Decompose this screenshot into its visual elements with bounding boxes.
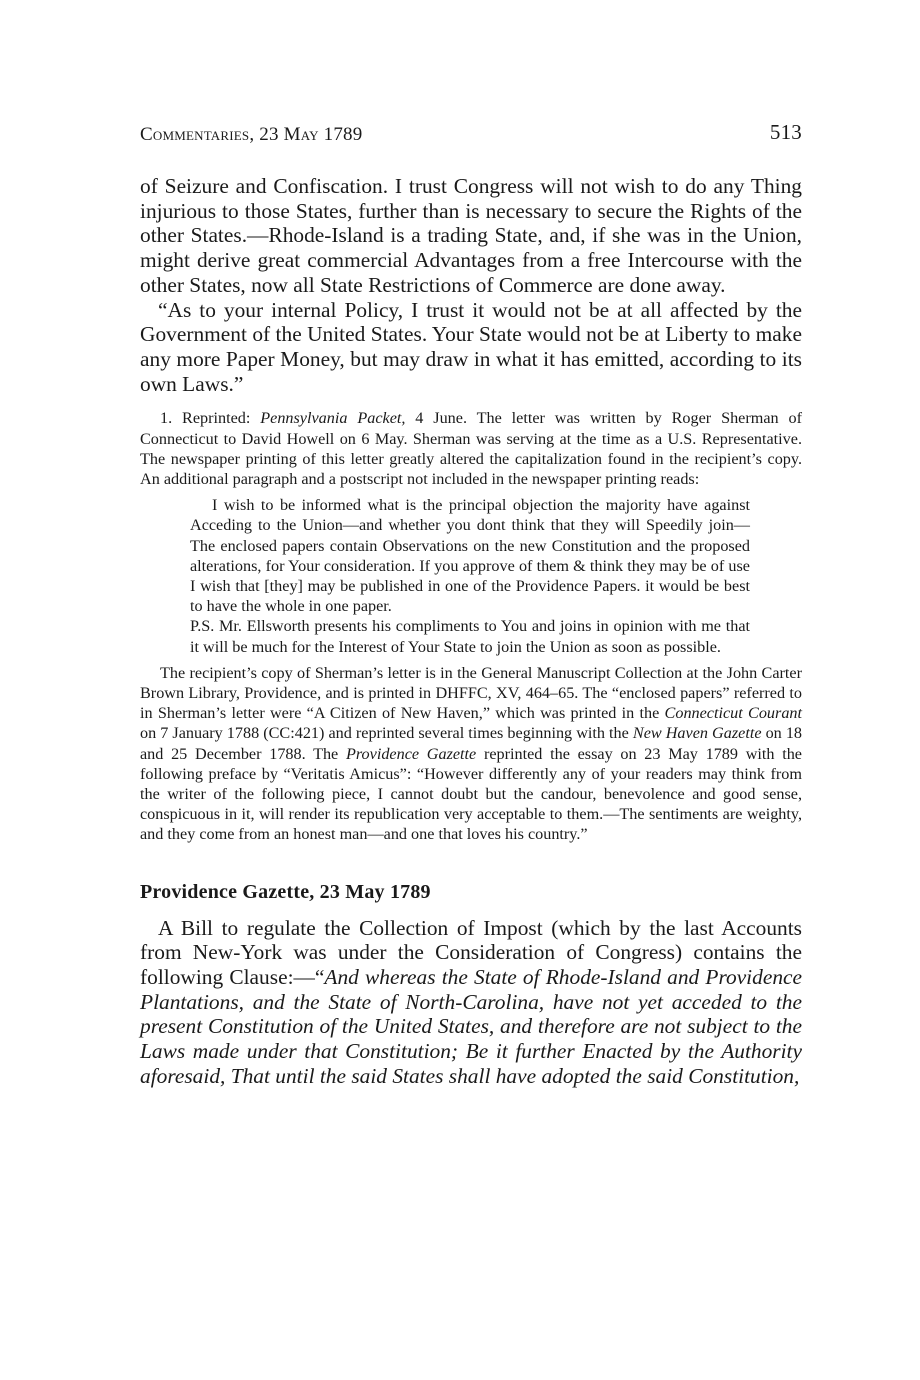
- footnote-text: 4 June. The letter was written by Roger Sherman of Connecticut to David Howell on 6 May. Sherman was serving at the time as a U.S. Representative. The newspaper printing of this letter greatly altered the capitalization found in the recipient’s copy. An additional paragraph and a postscript not included in the newspaper printing reads:: [140, 409, 802, 488]
- footnote-text: reprinted the essay on 23 May 1789 with the following preface by “Veritatis Amicus”: “However differently any of your readers may think from the writer of the following piece, I cannot doubt but the candour, benevolence and good sense, conspicuous in it, will render its republication very acceptable to them.—The sentiments are weighty, and they come from an honest man—and one that loves his country.”: [140, 744, 802, 844]
- document-page: [140, 118, 802, 1089]
- footnote-text: on 18 and 25 December 1788. The: [140, 724, 803, 763]
- body-paragraph-2: “As to your internal Policy, I trust it would not be at all affected by the Government of the United States. Your State would not be at Liberty to make any more Paper Money, but may draw in what it has emitted, according to its own Laws.”: [140, 297, 802, 396]
- footnote: [140, 408, 802, 844]
- section-quoted-clause: And whereas the State of Rhode-Island and Providence Plantations, and the State of North-Carolina, have not yet acceded to the present Constitution of the United States, and therefore are not subject to the Laws made under that Constitution; Be it further Enacted by the Authority aforesaid, That until the said States shall have adopted the said Constitution,: [140, 965, 803, 1088]
- footnote-paragraph-2: [140, 663, 802, 845]
- footnote-publication: Providence Gazette: [345, 744, 477, 763]
- running-head: [140, 118, 802, 152]
- block-quote-postscript: P.S. Mr. Ellsworth presents his compliments to You and joins in opinion with me that it will be much for the Interest of Your State to join the Union as soon as possible.: [190, 617, 750, 656]
- section-paragraph: [140, 916, 802, 1089]
- footnote-text: on 7 January 1788 (CC:421) and reprinted several times beginning with the: [140, 724, 633, 743]
- footnote-text: 1. Reprinted:: [160, 409, 261, 428]
- footnote-publication: Pennsylvania Packet,: [260, 409, 406, 428]
- block-quote-paragraph-1: I wish to be informed what is the principal objection the majority have against Acceding to the Union—and whether you dont think that they will Speedily join—The enclosed papers contain Observations on the new Constitution and the proposed alterations, for Your consideration. If you approve of them & think they may be of use I wish that [they] may be published in one of the Providence Papers. it would be best to have the whole in one paper.: [190, 496, 750, 616]
- body-paragraph-1: of Seizure and Confiscation. I trust Congress will not wish to do any Thing injurious to those States, further than is necessary to secure the Rights of the other States.—Rhode-Island is a trading State, and, if she was in the Union, might derive great commercial Advantages from a free Intercourse with the other States, now all State Restrictions of Commerce are done away.: [140, 174, 802, 297]
- footnote-text: The recipient’s copy of Sherman’s letter is in the General Manuscript Collection at the John Carter Brown Library, Providence, and is printed in DHFFC, XV, 464–65. The “enclosed papers” referred to in Sherman’s letter were “A Citizen of New Haven,” which was printed in the: [140, 663, 802, 723]
- footnote-publication: Connecticut Courant: [664, 704, 802, 723]
- footnote-paragraph-1: [140, 408, 802, 489]
- page-number: 513: [769, 120, 802, 144]
- footnote-block-quote: [190, 495, 750, 657]
- running-head-title-text: Commentaries, 23 May 1789: [140, 124, 363, 145]
- running-head-title: [140, 124, 362, 146]
- footnote-publication: New Haven Gazette: [632, 724, 762, 743]
- section-heading: Providence Gazette, 23 May 1789: [140, 880, 431, 903]
- section-text: A Bill to regulate the Collection of Impost (which by the last Accounts from New-York was under the Consideration of Congress) contains the following Clause:—“: [140, 915, 802, 989]
